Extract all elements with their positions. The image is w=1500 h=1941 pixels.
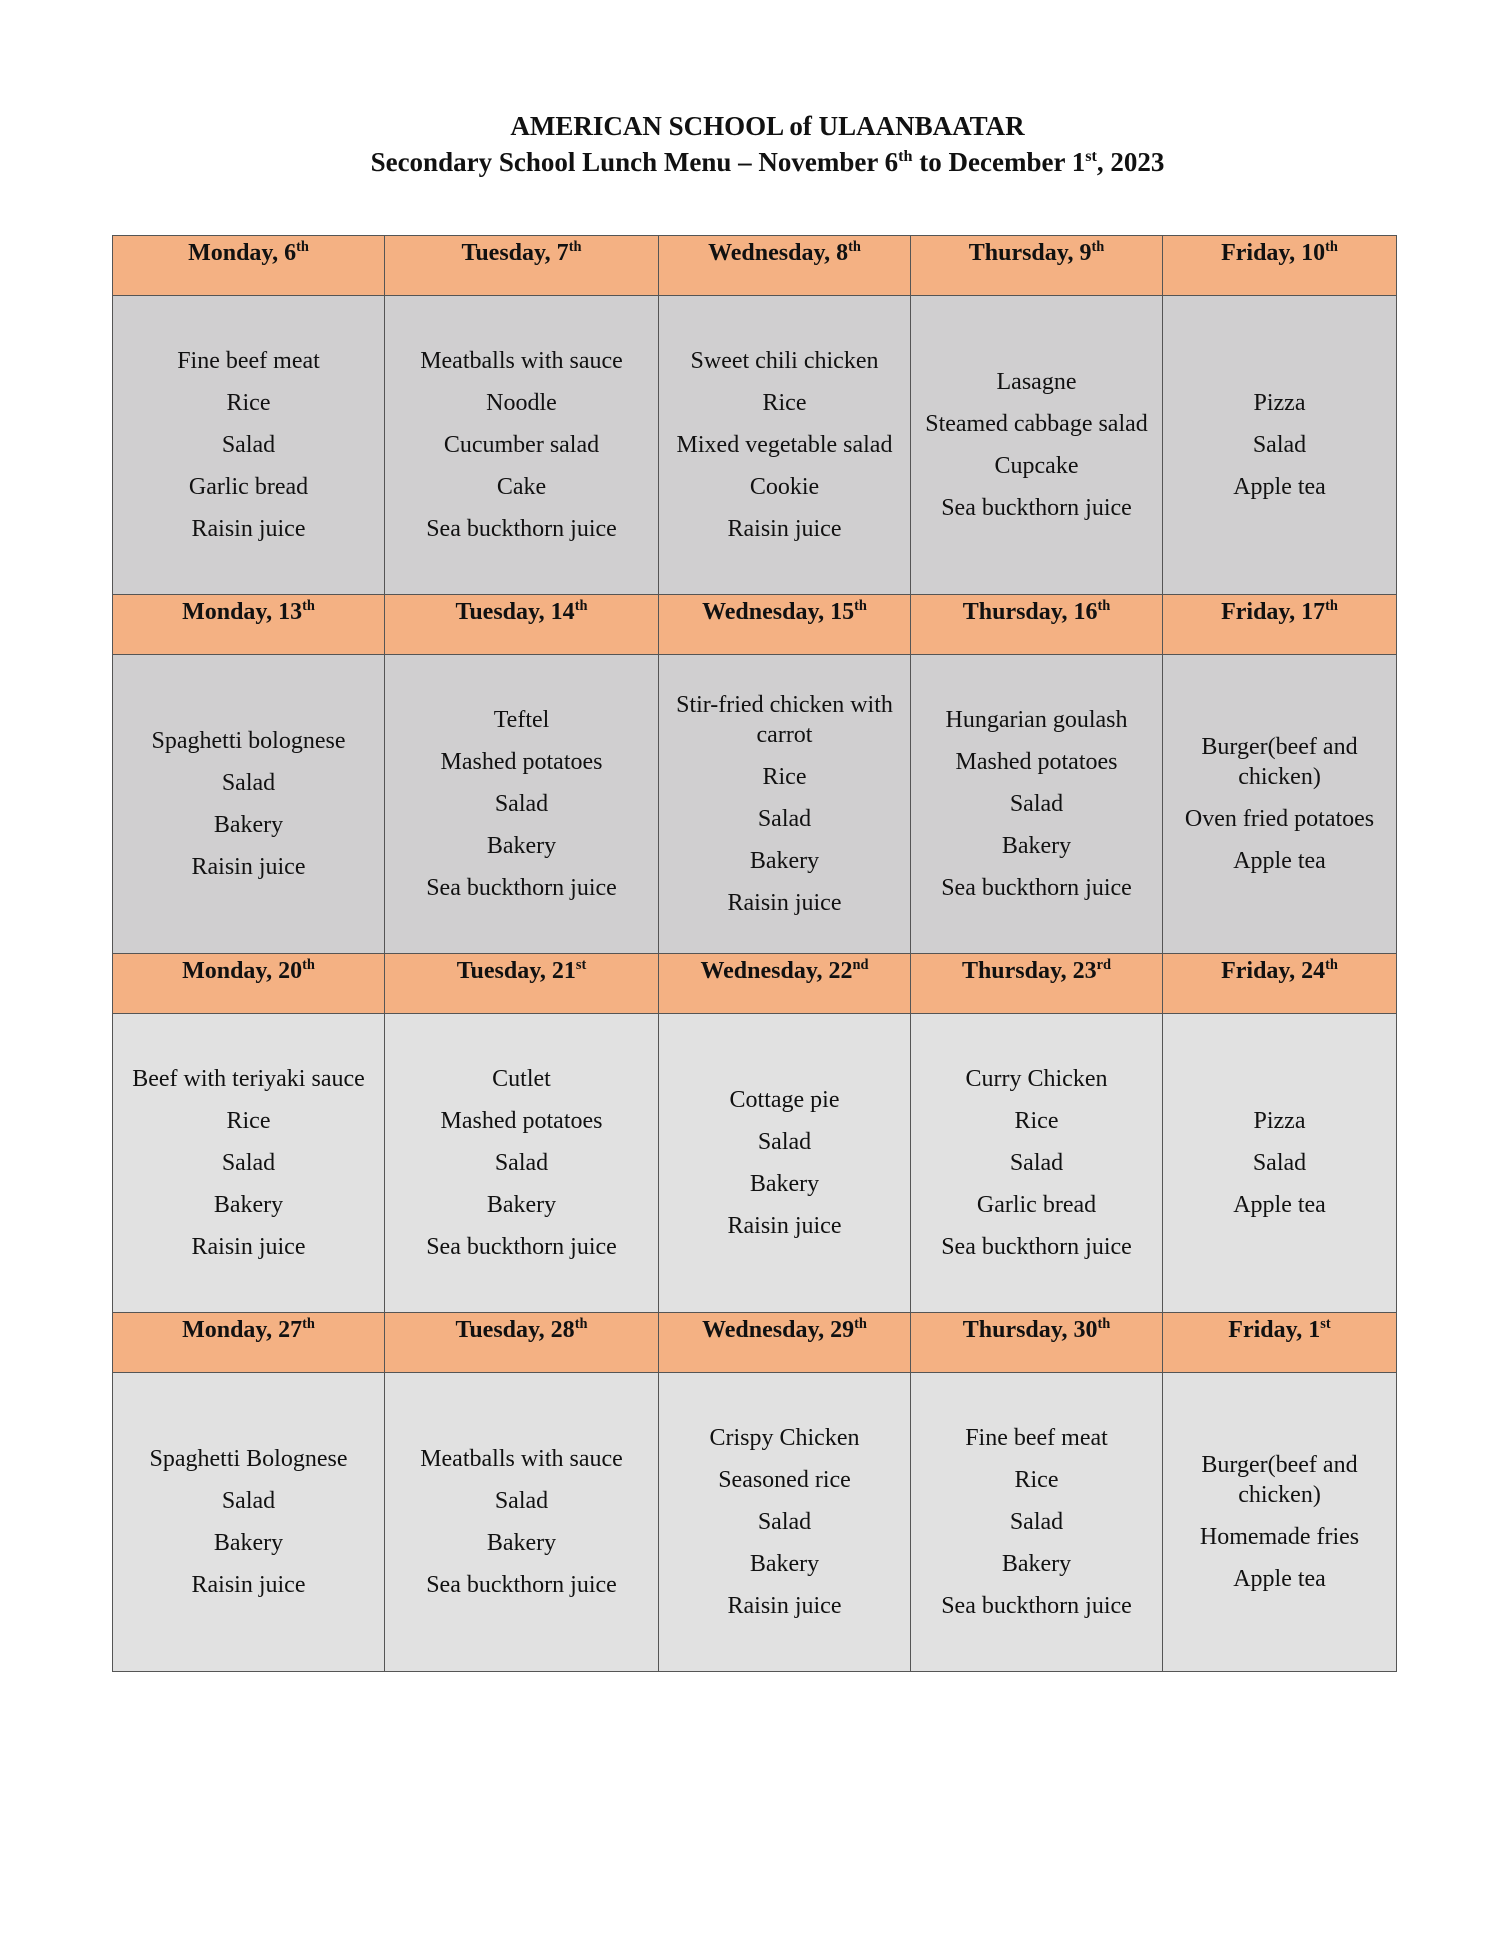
menu-item: Apple tea [1233, 1192, 1326, 1218]
menu-item: Bakery [213, 812, 284, 838]
menu-item: Salad [757, 1509, 812, 1535]
menu-item: Raisin juice [727, 516, 842, 542]
menu-item: Garlic bread [976, 1192, 1097, 1218]
menu-cell [113, 1014, 385, 1313]
menu-item: Rice [762, 390, 807, 416]
menu-cell [113, 296, 385, 595]
menu-item: Bakery [749, 1551, 820, 1577]
menu-item: Bakery [1001, 1551, 1072, 1577]
menu-item: Crispy Chicken [709, 1425, 860, 1451]
menu-item: Sea buckthorn juice [426, 516, 617, 542]
menu-item: Mashed potatoes [440, 749, 603, 775]
menu-item: Cookie [749, 474, 820, 500]
day-label: Thursday, 30 [962, 1317, 1098, 1343]
day-ordinal: th [1325, 239, 1338, 255]
menu-item: Steamed cabbage salad [925, 411, 1148, 437]
menu-item: Salad [494, 1150, 549, 1176]
menu-cell [385, 296, 659, 595]
day-ordinal: th [854, 1316, 867, 1332]
day-ordinal: st [1320, 1316, 1331, 1332]
day-ordinal: th [302, 1316, 315, 1332]
menu-item: Bakery [1001, 833, 1072, 859]
menu-item: Apple tea [1233, 848, 1326, 874]
menu-item: Raisin juice [191, 1572, 306, 1598]
day-label: Tuesday, 14 [455, 599, 575, 625]
menu-item: Stir-fried chicken with carrot [676, 692, 893, 748]
day-header-cell [1163, 1313, 1397, 1373]
menu-item: Mashed potatoes [440, 1108, 603, 1134]
day-label: Monday, 13 [182, 599, 303, 625]
menu-item: Beef with teriyaki sauce [132, 1066, 365, 1092]
menu-item: Meatballs with sauce [420, 1446, 623, 1472]
menu-item: Pizza [1253, 1108, 1306, 1134]
day-header-cell [385, 1313, 659, 1373]
day-ordinal: nd [852, 957, 869, 973]
day-ordinal: th [568, 239, 582, 255]
day-label: Thursday, 16 [962, 599, 1098, 625]
food-row [113, 1373, 1397, 1672]
subtitle-suffix: , 2023 [1096, 147, 1165, 177]
menu-cell [1163, 1373, 1397, 1672]
day-header-cell [659, 954, 911, 1014]
day-label: Tuesday, 28 [455, 1317, 575, 1343]
day-header-cell [113, 1313, 385, 1373]
day-ordinal: th [1097, 1316, 1111, 1332]
menu-item: Apple tea [1233, 474, 1326, 500]
menu-item: Raisin juice [191, 1234, 306, 1260]
menu-subtitle [0, 144, 1500, 180]
menu-cell [659, 1014, 911, 1313]
subtitle-mid: to December 1 [912, 147, 1086, 177]
day-header-cell [385, 954, 659, 1014]
menu-item: Salad [757, 806, 812, 832]
menu-item: Cottage pie [729, 1087, 840, 1113]
menu-item: Rice [1014, 1467, 1059, 1493]
menu-cell [911, 1373, 1163, 1672]
day-label: Thursday, 23 [961, 958, 1097, 984]
day-label: Wednesday, 29 [702, 1317, 855, 1343]
day-label: Friday, 1 [1228, 1317, 1321, 1343]
day-header-cell [659, 236, 911, 296]
menu-item: Salad [221, 1150, 276, 1176]
menu-item: Bakery [486, 1192, 557, 1218]
day-ordinal: th [296, 239, 309, 255]
day-ordinal: th [1097, 598, 1111, 614]
day-header-row [113, 1313, 1397, 1373]
menu-item: Raisin juice [727, 1593, 842, 1619]
day-header-cell [113, 595, 385, 655]
menu-cell [385, 1014, 659, 1313]
day-ordinal: th [1325, 957, 1338, 973]
menu-item: Salad [1252, 432, 1307, 458]
day-ordinal: th [848, 239, 861, 255]
day-header-cell [1163, 236, 1397, 296]
day-header-cell [385, 236, 659, 296]
menu-item: Sweet chili chicken [690, 348, 879, 374]
day-ordinal: th [574, 1316, 588, 1332]
day-ordinal: th [1325, 598, 1338, 614]
menu-item: Bakery [749, 1171, 820, 1197]
menu-item: Raisin juice [191, 854, 306, 880]
day-header-cell [911, 1313, 1163, 1373]
menu-item: Salad [757, 1129, 812, 1155]
food-row [113, 655, 1397, 954]
menu-item: Rice [1014, 1108, 1059, 1134]
menu-item: Sea buckthorn juice [426, 1234, 617, 1260]
menu-item: Noodle [486, 390, 557, 416]
day-label: Monday, 20 [182, 958, 303, 984]
document-title [0, 108, 1500, 180]
menu-item: Sea buckthorn juice [426, 875, 617, 901]
day-label: Friday, 24 [1221, 958, 1326, 984]
menu-item: Homemade fries [1199, 1524, 1360, 1550]
menu-item: Fine beef meat [177, 348, 320, 374]
menu-item: Lasagne [996, 369, 1077, 395]
menu-cell [659, 296, 911, 595]
menu-item: Cutlet [492, 1066, 551, 1092]
menu-item: Seasoned rice [718, 1467, 851, 1493]
menu-cell [385, 655, 659, 954]
day-label: Wednesday, 8 [708, 240, 849, 266]
menu-item: Bakery [486, 1530, 557, 1556]
day-header-cell [113, 954, 385, 1014]
menu-item: Bakery [749, 848, 820, 874]
subtitle-sup1: th [898, 147, 913, 165]
day-ordinal: rd [1096, 957, 1112, 973]
menu-item: Garlic bread [188, 474, 309, 500]
menu-item: Rice [762, 764, 807, 790]
day-header-cell [911, 595, 1163, 655]
menu-item: Raisin juice [727, 890, 842, 916]
menu-item: Curry Chicken [965, 1066, 1108, 1092]
menu-item: Spaghetti Bolognese [149, 1446, 348, 1472]
menu-item: Salad [221, 432, 276, 458]
menu-item: Sea buckthorn juice [941, 1234, 1132, 1260]
day-header-cell [659, 595, 911, 655]
menu-cell [1163, 1014, 1397, 1313]
menu-cell [113, 1373, 385, 1672]
menu-item: Sea buckthorn juice [426, 1572, 617, 1598]
menu-item: Raisin juice [191, 516, 306, 542]
menu-item: Salad [221, 770, 276, 796]
menu-item: Bakery [213, 1530, 284, 1556]
menu-item: Pizza [1253, 390, 1306, 416]
day-label: Monday, 6 [188, 240, 297, 266]
menu-cell [1163, 655, 1397, 954]
menu-item: Bakery [213, 1192, 284, 1218]
day-ordinal: th [1091, 239, 1105, 255]
day-label: Thursday, 9 [968, 240, 1092, 266]
menu-item: Salad [1009, 1150, 1064, 1176]
day-header-cell [1163, 954, 1397, 1014]
menu-item: Meatballs with sauce [420, 348, 623, 374]
menu-item: Raisin juice [727, 1213, 842, 1239]
day-label: Friday, 17 [1221, 599, 1326, 625]
menu-cell [911, 655, 1163, 954]
menu-item: Hungarian goulash [945, 707, 1128, 733]
day-ordinal: st [575, 957, 587, 973]
menu-item: Salad [494, 1488, 549, 1514]
day-header-row [113, 954, 1397, 1014]
subtitle-sup2: st [1085, 147, 1097, 165]
menu-item: Mixed vegetable salad [676, 432, 893, 458]
menu-cell [659, 1373, 911, 1672]
menu-cell [113, 655, 385, 954]
menu-item: Apple tea [1233, 1566, 1326, 1592]
day-ordinal: th [574, 598, 588, 614]
menu-item: Salad [1252, 1150, 1307, 1176]
menu-item: Oven fried potatoes [1184, 806, 1375, 832]
food-row [113, 296, 1397, 595]
day-ordinal: th [854, 598, 867, 614]
day-header-cell [385, 595, 659, 655]
menu-item: Fine beef meat [965, 1425, 1108, 1451]
lunch-menu-table [112, 235, 1397, 1672]
food-row [113, 1014, 1397, 1313]
menu-item: Sea buckthorn juice [941, 875, 1132, 901]
day-header-row [113, 595, 1397, 655]
menu-item: Salad [1009, 791, 1064, 817]
day-ordinal: th [302, 598, 315, 614]
menu-cell [385, 1373, 659, 1672]
school-name: AMERICAN SCHOOL of ULAANBAATAR [510, 111, 1025, 141]
day-header-cell [113, 236, 385, 296]
menu-item: Rice [226, 1108, 271, 1134]
menu-item: Cupcake [994, 453, 1079, 479]
day-header-cell [659, 1313, 911, 1373]
day-label: Wednesday, 22 [700, 958, 853, 984]
menu-item: Salad [494, 791, 549, 817]
menu-item: Cucumber salad [443, 432, 600, 458]
menu-item: Sea buckthorn juice [941, 1593, 1132, 1619]
menu-item: Burger(beef and chicken) [1201, 1452, 1358, 1508]
menu-item: Salad [1009, 1509, 1064, 1535]
menu-item: Spaghetti bolognese [151, 728, 346, 754]
menu-item: Salad [221, 1488, 276, 1514]
menu-item: Mashed potatoes [955, 749, 1118, 775]
day-label: Friday, 10 [1221, 240, 1326, 266]
menu-cell [1163, 296, 1397, 595]
menu-item: Cake [496, 474, 547, 500]
menu-item: Bakery [486, 833, 557, 859]
day-header-cell [911, 236, 1163, 296]
day-label: Wednesday, 15 [702, 599, 855, 625]
menu-item: Teftel [493, 707, 550, 733]
day-label: Tuesday, 7 [461, 240, 569, 266]
day-header-row [113, 236, 1397, 296]
menu-item: Sea buckthorn juice [941, 495, 1132, 521]
day-label: Monday, 27 [182, 1317, 303, 1343]
day-header-cell [1163, 595, 1397, 655]
day-label: Tuesday, 21 [456, 958, 576, 984]
subtitle-prefix: Secondary School Lunch Menu – November 6 [370, 147, 899, 177]
menu-cell [911, 1014, 1163, 1313]
day-header-cell [911, 954, 1163, 1014]
menu-cell [911, 296, 1163, 595]
menu-item: Burger(beef and chicken) [1201, 734, 1358, 790]
day-ordinal: th [302, 957, 315, 973]
menu-cell [659, 655, 911, 954]
menu-item: Rice [226, 390, 271, 416]
